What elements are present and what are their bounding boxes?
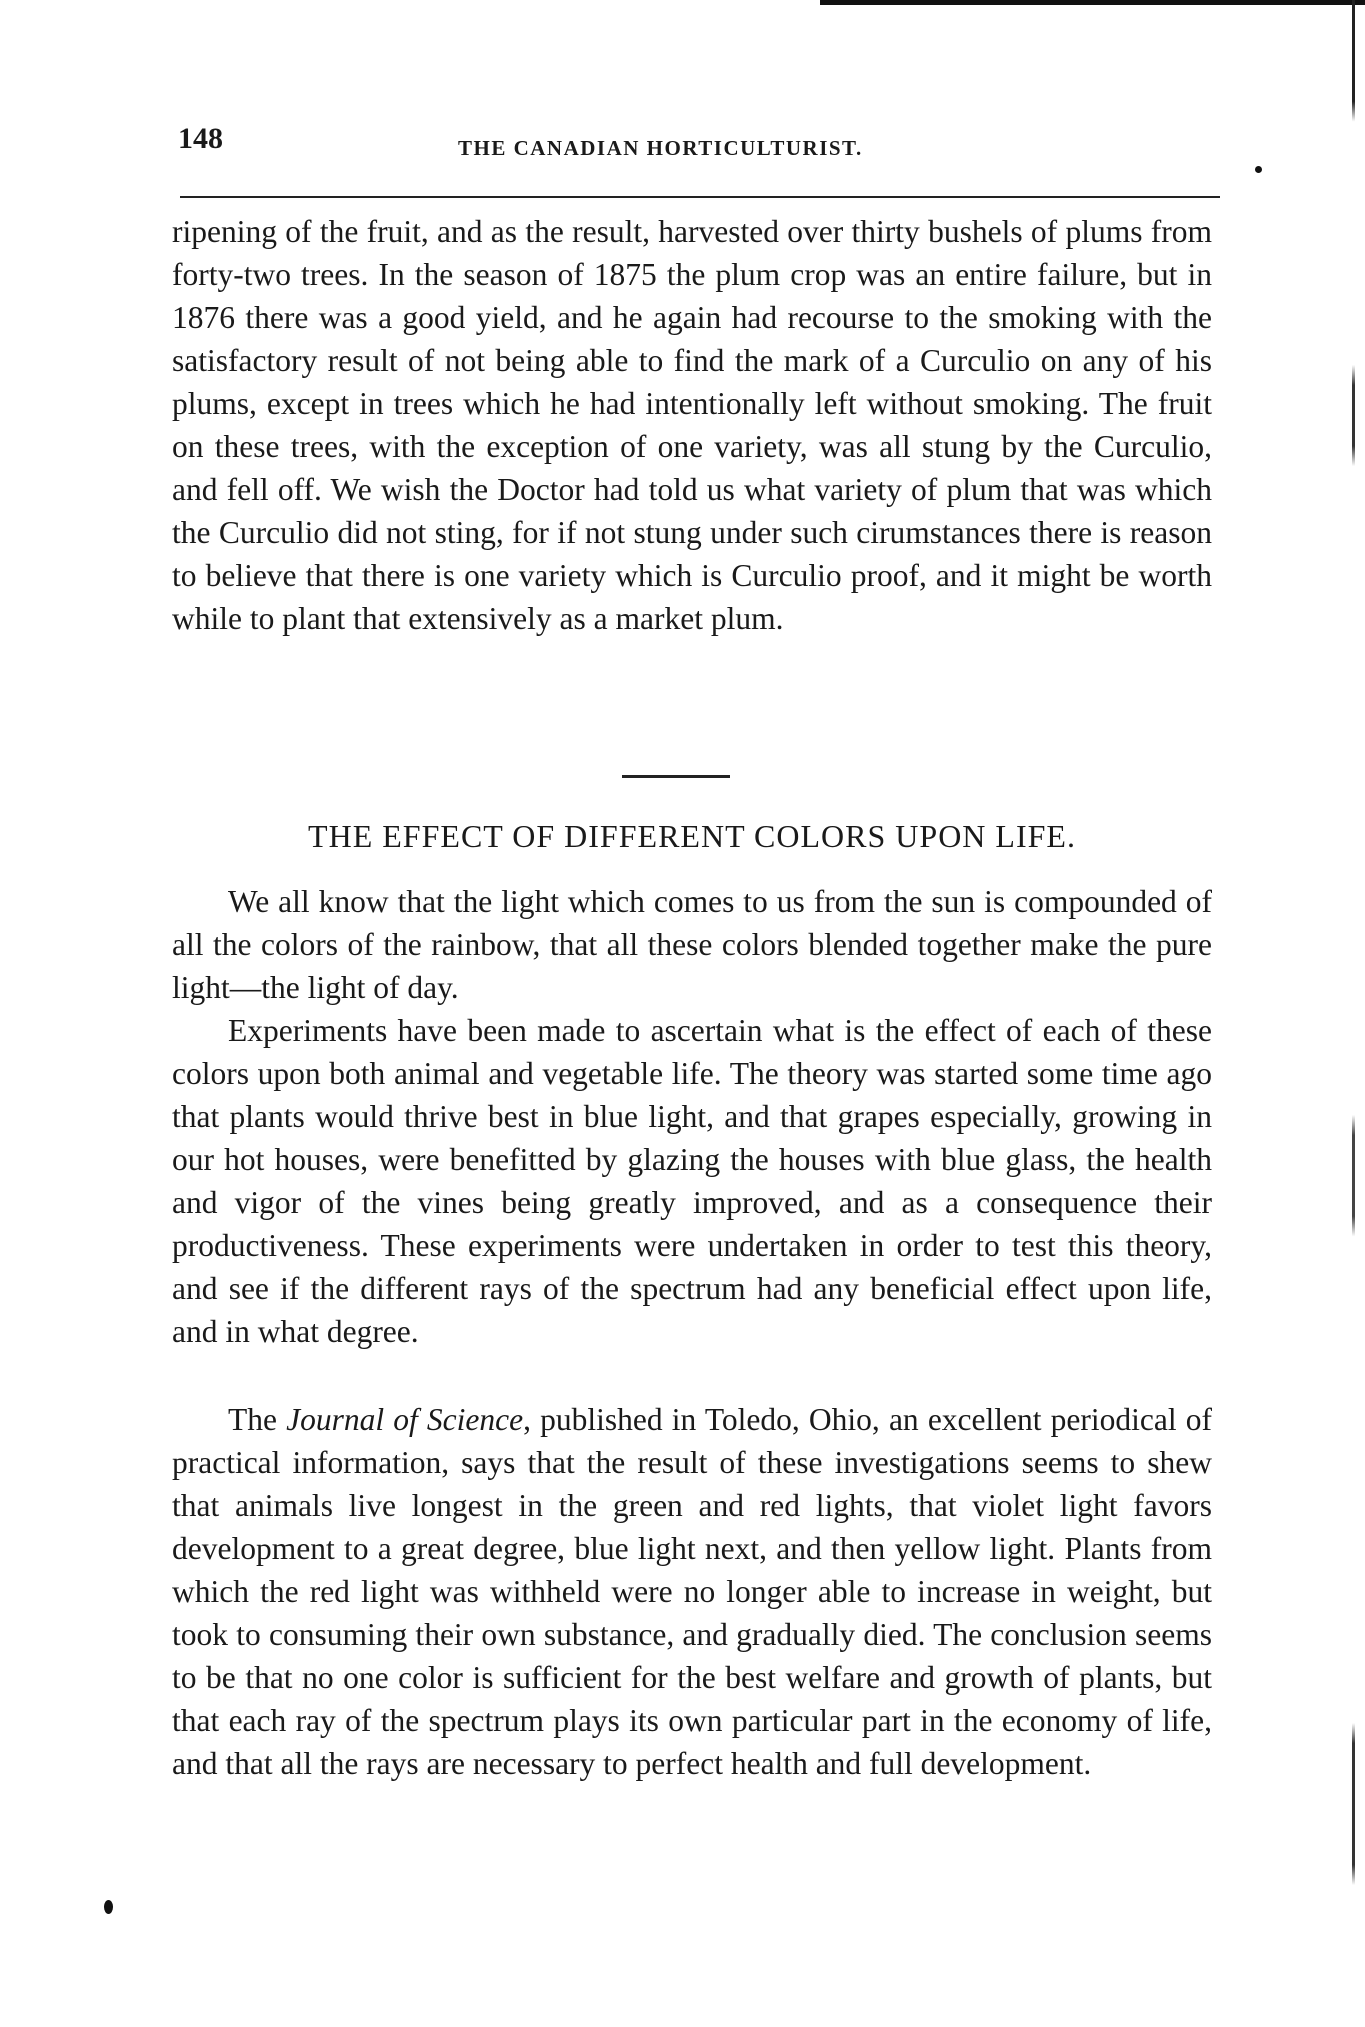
article-paragraph-1: We all know that the light which comes to us from the sun is compounded of all the colors of the rainbow, that all these colors blended together make the pure light—the light of day.: [172, 884, 1212, 1005]
paragraph-3-body: , published in Toledo, Ohio, an excellent periodical of practical information, says that the result of these investigations seems to shew that animals live longest in the green and red lights, that violet light favors development to a great degree, blue light next, and then yellow light. Plants from which the red light was withheld were no longer able to increase in weight, but took to consuming their own substance, and gradually died. The conclusion seems to be that no one color is sufficient for the best welfare and growth of plants, but that each ray of the spectrum plays its own particular part in the economy of life, and that all the rays are necessary to perfect health and full development.: [172, 1402, 1212, 1781]
header-rule: [180, 196, 1220, 198]
page-header: [178, 122, 1223, 162]
article-paragraph-3: [172, 1398, 1212, 1785]
article-heading: THE EFFECT OF DIFFERENT COLORS UPON LIFE.: [308, 818, 1076, 854]
scan-border-right: [1352, 0, 1355, 2027]
running-head: THE CANADIAN HORTICULTURIST.: [458, 136, 863, 160]
paragraph-3-lead: The: [228, 1402, 287, 1437]
continued-paragraph: ripening of the fruit, and as the result, harvested over thirty bushels of plums from forty-two trees. In the season of 1875 the plum crop was an entire failure, but in 1876 there was a good yield, and he again had recourse to the smoking with the satisfactory result of not being able to find the mark of a Curculio on any of his plums, except in trees which he had intentionally left without smoking. The fruit on these trees, with the exception of one variety, was all stung by the Curculio, and fell off. We wish the Doctor had told us what variety of plum that was which the Curculio did not sting, for if not stung under such cirumstances there is reason to believe that there is one variety which is Curculio proof, and it might be worth while to plant that extensively as a market plum.: [172, 214, 1212, 636]
scan-border-top: [820, 0, 1365, 5]
page-number: 148: [178, 122, 223, 155]
ink-speck: [104, 1900, 113, 1914]
ink-speck: [1255, 166, 1262, 173]
section-divider: [622, 775, 730, 778]
article-paragraph-2: Experiments have been made to ascertain what is the effect of each of these colors upon both animal and vegetable life. The theory was started some time ago that plants would thrive best in blue light, and that grapes especially, growing in our hot houses, were benefitted by glazing the houses with blue glass, the health and vigor of the vines being greatly improved, and as a consequence their productiveness. These experiments were undertaken in order to test this theory, and see if the different rays of the spectrum had any beneficial effect upon life, and in what degree.: [172, 1013, 1212, 1349]
journal-title: Journal of Science: [286, 1402, 524, 1437]
